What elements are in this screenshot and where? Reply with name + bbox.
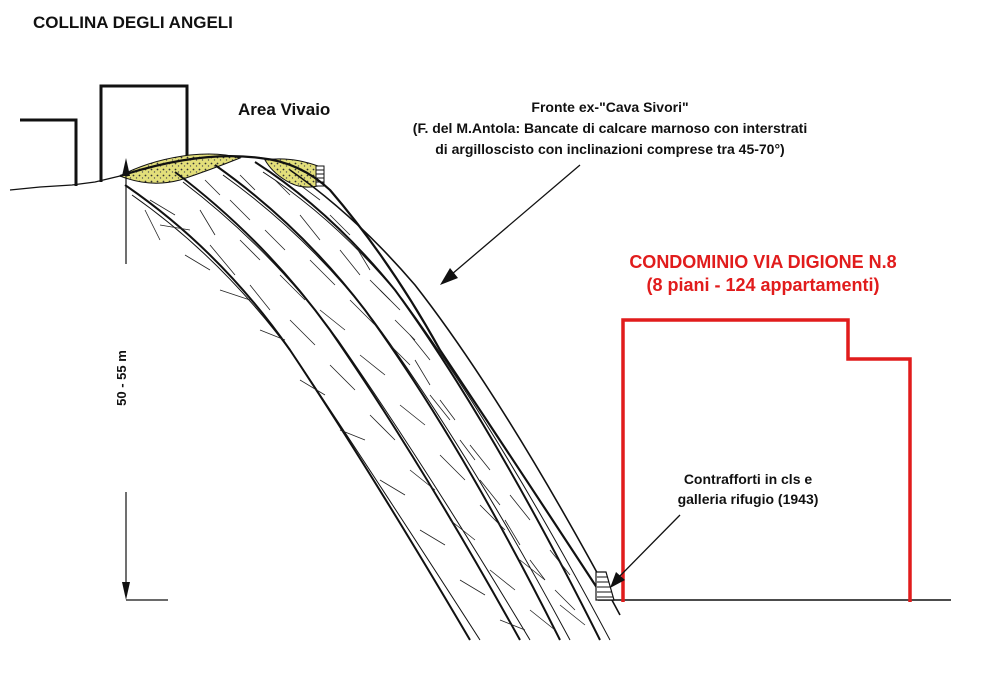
quarry-front-label-1: Fronte ex-"Cava Sivori" xyxy=(531,99,689,115)
quarry-front-arrow xyxy=(440,165,580,285)
left-building-outline xyxy=(20,120,76,186)
buttress-arrow xyxy=(610,515,680,588)
area-vivaio-label: Area Vivaio xyxy=(238,100,331,119)
quarry-front-label-3: di argilloscisto con inclinazioni comprese tra 45-70°) xyxy=(435,141,785,157)
buttress-label-1: Contrafforti in cls e xyxy=(683,471,813,487)
condominium-name: CONDOMINIO VIA DIGIONE N.8 xyxy=(629,252,897,272)
condominium-details: (8 piani - 124 appartamenti) xyxy=(646,275,880,295)
height-label: 50 - 55 m xyxy=(114,350,129,406)
buttress-label-2: galleria rifugio (1943) xyxy=(677,491,819,507)
quarry-front-label-2: (F. del M.Antola: Bancate di calcare marnoso con interstrati xyxy=(412,120,808,136)
rock-strata xyxy=(125,162,620,640)
soil-fill-left xyxy=(120,154,240,183)
diagram-title: COLLINA DEGLI ANGELI xyxy=(33,13,233,32)
condominium-outline xyxy=(623,320,910,602)
